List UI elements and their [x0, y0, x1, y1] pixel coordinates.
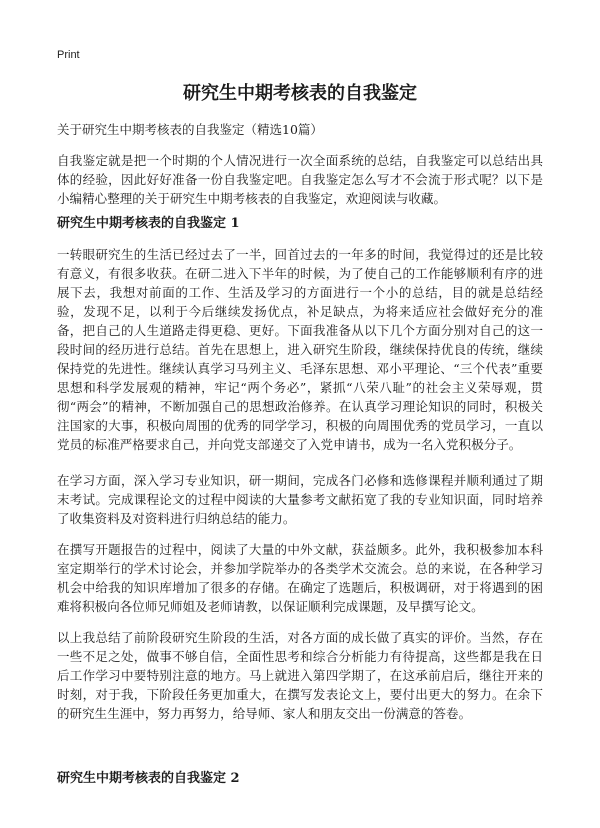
section-heading-2: 研究生中期考核表的自我鉴定 2	[57, 771, 240, 786]
intro-paragraph: 自我鉴定就是把一个时期的个人情况进行一次全面系统的总结，自我鉴定可以总结出具体的经验，因此好好准备一份自我鉴定吧。自我鉴定怎么写才不会流于形式呢？以下是小编精心整理的关于研究生中期考核表的自我鉴定，欢迎阅读与收藏。	[57, 153, 543, 206]
section-1-paragraph-2: 在学习方面，深入学习专业知识，研一期间，完成各门必修和选修课程并顺利通过了期末考试。完成课程论文的过程中阅读的大量参考文献拓宽了我的专业知识面，同时培养了收集资料及对资料进行归纳总结的能力。	[57, 473, 543, 526]
section-heading-1: 研究生中期考核表的自我鉴定 1	[57, 216, 240, 231]
section-1-paragraph-1: 一转眼研究生的生活已经过去了一半，回首过去的一年多的时间，我觉得过的还是比较有意义，有很多收获。在研二进入下半年的时候，为了使自己的工作能够顺利有序的进展下去，我想对前面的工作、生活及学习的方面进行一个小的总结，目的就是总结经验，发现不足，以利于今后继续发扬优点，补足缺点，为将来适应社会做好充分的准备，把自己的人生道路走得更稳、更好。下面我准备从以下几个方面分别对自己的这一段时间的经历进行总结。首先在思想上，进入研究生阶段，继续保持优良的传统，继续保持党的先进性。继续认真学习马列主义、毛泽东思想、邓小平理论、“三个代表”重要思想和科学发展观的精神，牢记“两个务必”，紧抓“八荣八耻”的社会主义荣辱观，贯彻“两会”的精神，不断加强自己的思想政治修养。在认真学习理论知识的同时，积极关注国家的大事，积极向周围的优秀的同学学习，积极的向周围优秀的党员学习，一直以党员的标准严格要求自己，并向党支部递交了入党申请书，成为一名入党积极分子。	[57, 247, 543, 452]
document-subtitle: 关于研究生中期考核表的自我鉴定（精选10篇）	[57, 122, 323, 137]
print-link[interactable]: Print	[57, 49, 80, 61]
section-1-paragraph-3: 在撰写开题报告的过程中，阅读了大量的中外文献，获益颇多。此外，我积极参加本科室定期举行的学术讨论会，并参加学院举办的各类学术交流会。总的来说，在各种学习机会中给我的知识库增加了很多的存储。在确定了选题后，积极调研，对于将遇到的困难将积极向各位师兄师姐及老师请教，以保证顺利完成课题，及早撰写论文。	[57, 542, 543, 614]
section-1-paragraph-4: 以上我总结了前阶段研究生阶段的生活，对各方面的成长做了真实的评价。当然，存在一些不足之处，做事不够自信，全面性思考和综合分析能力有待提高，这些都是我在日后工作学习中要特别注意的地方。马上就进入第四学期了，在这承前启后，继往开来的时刻，对于我，下阶段任务更加重大，在撰写发表论文上，要付出更大的努力。在余下的研究生生涯中，努力再努力，给导师、家人和朋友交出一份满意的答卷。	[57, 630, 543, 721]
document-title: 研究生中期考核表的自我鉴定	[183, 83, 417, 104]
